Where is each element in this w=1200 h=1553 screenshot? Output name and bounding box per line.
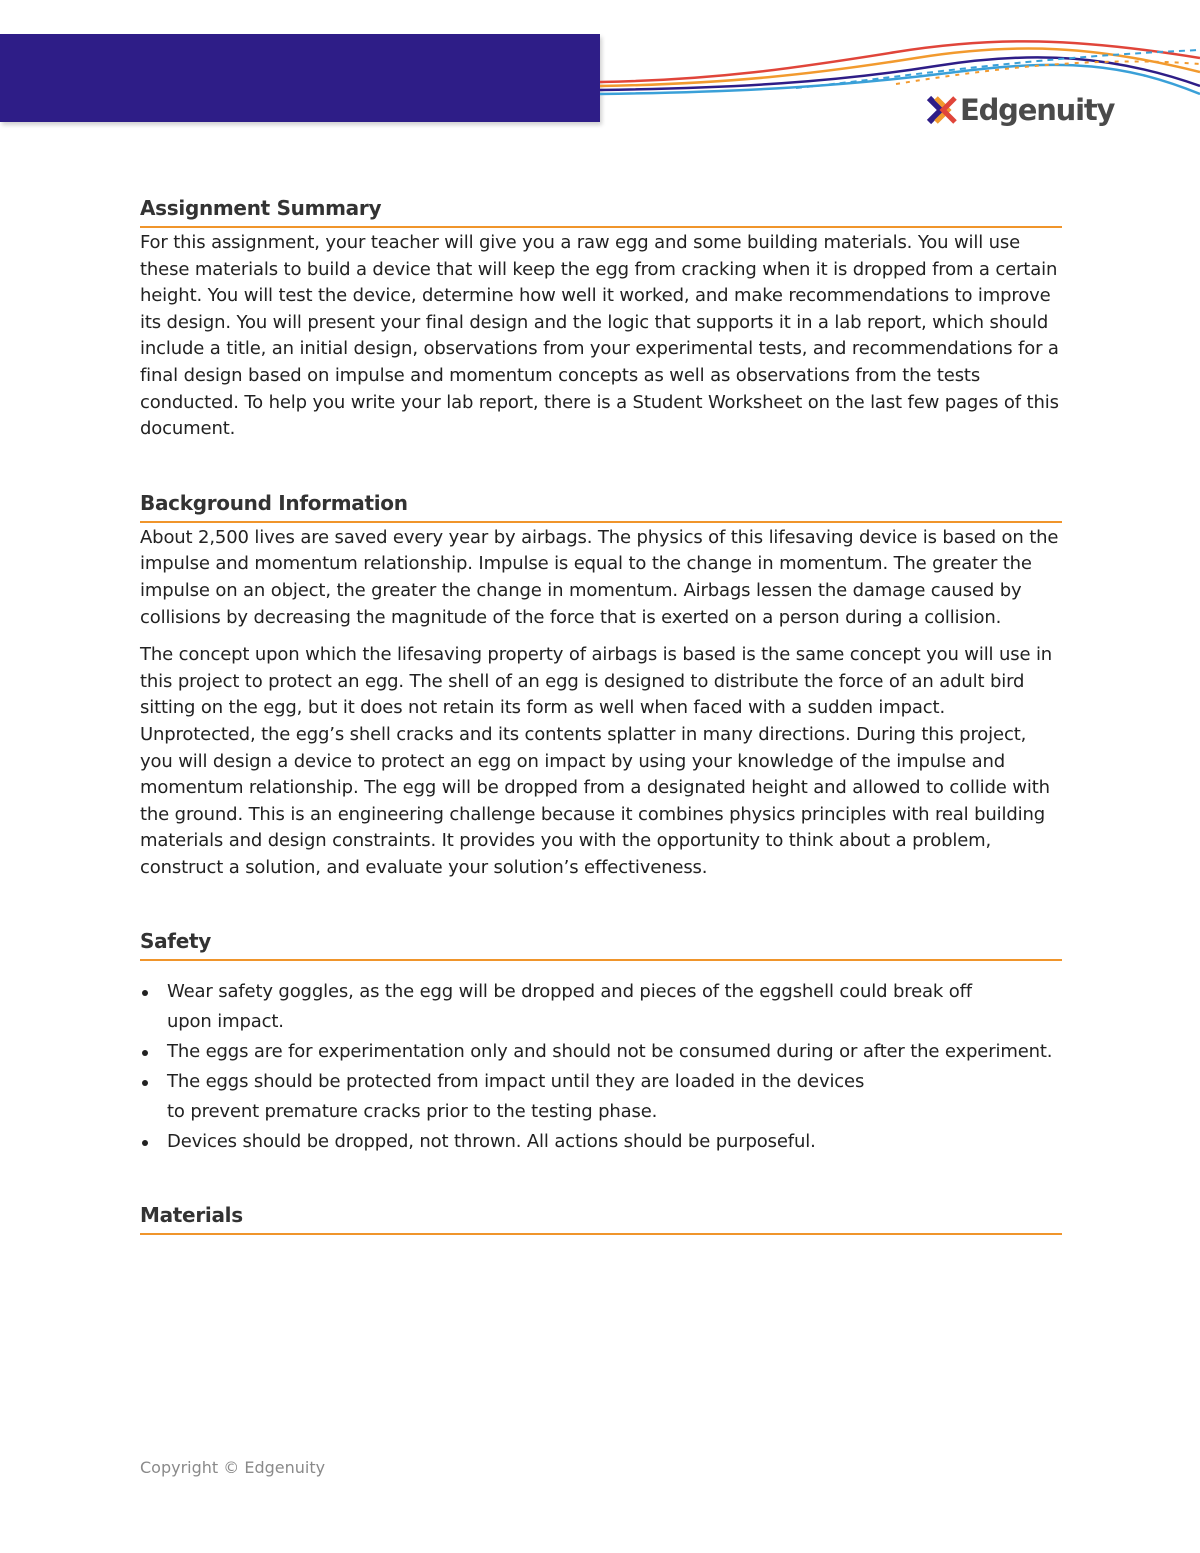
background-paragraph-1: About 2,500 lives are saved every year by airbags. The physics of this lifesaving device is based on the impulse and momentum relationship. Impulse is equal to the change in momentum. The greater the impulse on an object, the greater the change in momentum. Airbags lessen the damage caused by collisions by decreasing the magnitude of the force that is exerted on a person during a collision. (140, 526, 1059, 628)
summary-paragraph: For this assignment, your teacher will give you a raw egg and some building materials. You will use these materials to build a device that will keep the egg from cracking when it is dropped from a certain height. You will test the device, determine how well it worked, and make recommendations to improve its design. You will present your final design and the logic that supports it in a lab report, which should include a title, an initial design, observations from your experimental tests, and recommendations for a final design based on impulse and momentum concepts as well as observations from the tests conducted. To help you write your lab report, there is a Student Worksheet on the last few pages of this document. (140, 232, 1059, 440)
document-body (140, 196, 1062, 1235)
safety-item: The eggs should be protected from impact until they are loaded in the devices to prevent premature cracks prior to the testing phase. (140, 1067, 1062, 1127)
section-title-assignment-summary: Assignment Summary (140, 196, 1062, 228)
safety-item: Wear safety goggles, as the egg will be dropped and pieces of the eggshell could break off upon impact. (140, 977, 1062, 1037)
wave-orange (600, 49, 1200, 86)
background-paragraph-2: The concept upon which the lifesaving property of airbags is based is the same concept you will use in this project to protect an egg. The shell of an egg is designed to distribute the force of an adult bird sitting on the egg, but it does not retain its form as well when faced with a sudden impact. Unprotected, the egg’s shell cracks and its contents splatter in many directions. During this project, you will design a device to protect an egg on impact by using your knowledge of the impulse and momentum relationship. The egg will be dropped from a designated height and allowed to collide with the ground. This is an engineering challenge because it combines physics principles with real building materials and design constraints. It provides you with the opportunity to think about a problem, construct a solution, and evaluate your solution’s effectiveness. (140, 644, 1053, 878)
safety-section (140, 929, 1062, 1157)
section-title-materials: Materials (140, 1203, 1062, 1235)
logo-wordmark: Edgenuity (960, 93, 1115, 127)
edgenuity-x-icon (926, 94, 958, 126)
edgenuity-logo (926, 90, 1114, 130)
copyright-footer: Copyright © Edgenuity (140, 1458, 326, 1477)
materials-section (140, 1203, 1062, 1235)
safety-list (140, 977, 1062, 1157)
background-section (140, 491, 1062, 882)
wave-purple (600, 57, 1200, 90)
section-title-safety: Safety (140, 929, 1062, 961)
safety-item: The eggs are for experimentation only and should not be consumed during or after the experiment. (140, 1037, 1062, 1067)
assignment-summary-section (140, 196, 1062, 443)
safety-item: Devices should be dropped, not thrown. All actions should be purposeful. (140, 1127, 1062, 1157)
section-title-background: Background Information (140, 491, 1062, 523)
header-banner (0, 34, 600, 122)
